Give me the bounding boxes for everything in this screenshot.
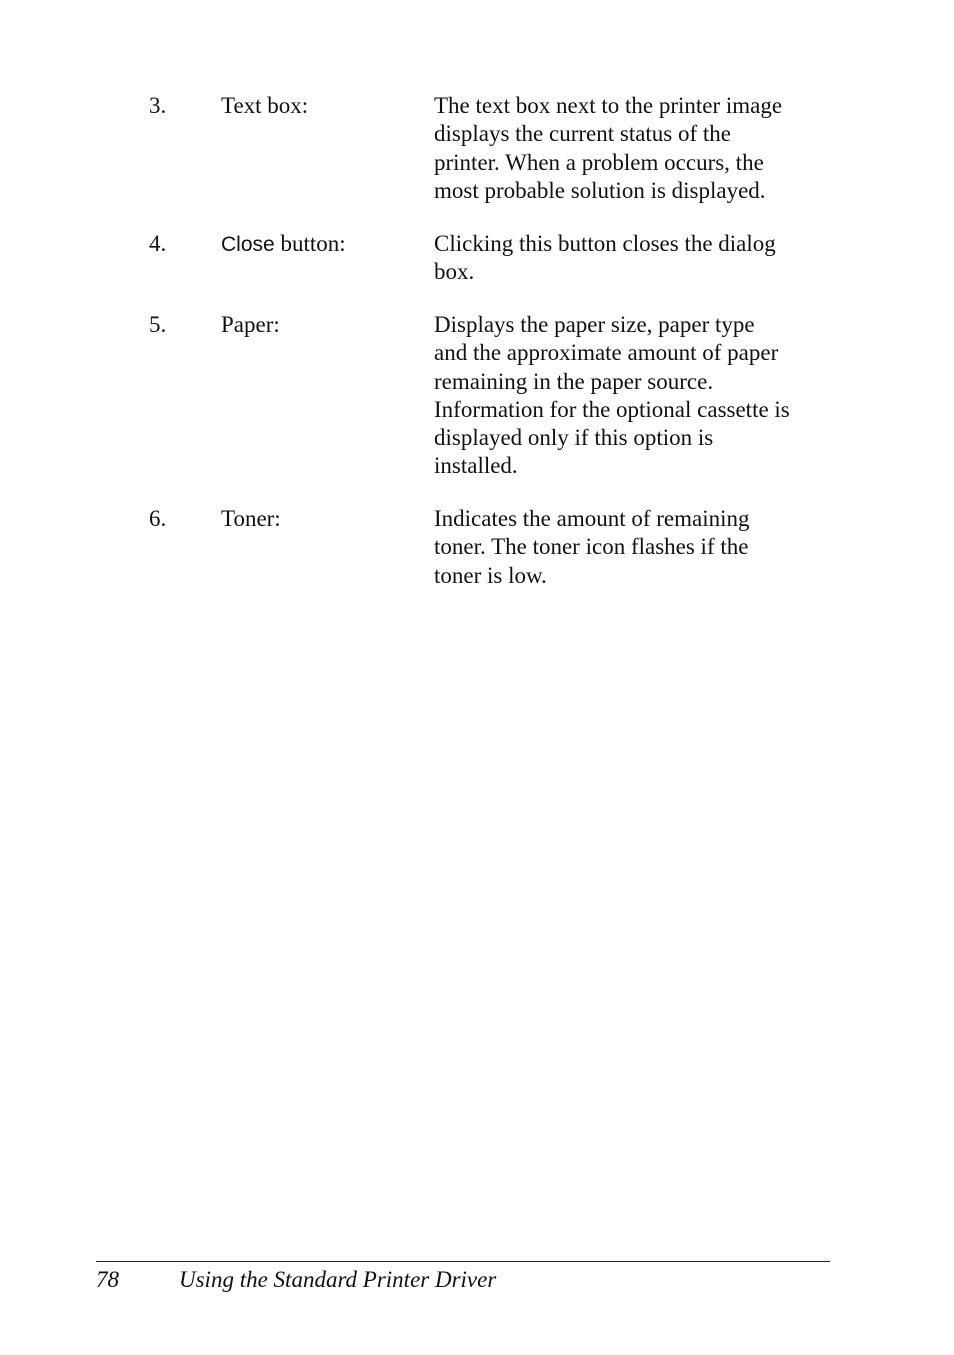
description-line: The text box next to the printer image: [434, 93, 783, 118]
item-term-ui-word: Close: [221, 233, 275, 256]
description-line: box.: [434, 259, 475, 285]
footer-chapter-title: Using the Standard Printer Driver: [179, 1267, 497, 1292]
item-number: 4.: [149, 231, 167, 256]
item-number: 6.: [149, 506, 167, 531]
description-line: installed.: [434, 453, 518, 479]
description-line: Displays the paper size, paper type: [434, 312, 755, 337]
description-line: most probable solution is displayed.: [434, 177, 766, 203]
footer-divider: [96, 1261, 830, 1262]
description-line: remaining in the paper source.: [434, 368, 714, 394]
item-description: [434, 92, 834, 205]
description-line: displays the current status of the: [434, 121, 732, 147]
page-number: 78: [96, 1267, 119, 1292]
description-line: displayed only if this option is: [434, 425, 714, 451]
item-term-rest: button:: [274, 231, 346, 256]
description-line: Clicking this button closes the dialog: [434, 231, 776, 256]
description-line: Indicates the amount of remaining: [434, 506, 750, 531]
description-line: toner. The toner icon flashes if the: [434, 534, 749, 560]
description-line: Information for the optional cassette is: [434, 396, 790, 422]
item-term: Text box:: [221, 93, 309, 118]
item-term: Toner:: [221, 506, 281, 531]
description-line: and the approximate amount of paper: [434, 340, 779, 366]
item-description: [434, 505, 834, 590]
item-number: 3.: [149, 93, 167, 118]
item-term: Paper:: [221, 312, 280, 337]
item-description: [434, 311, 834, 481]
description-line: printer. When a problem occurs, the: [434, 149, 764, 175]
item-description: [434, 230, 834, 287]
description-line: toner is low.: [434, 562, 547, 588]
item-number: 5.: [149, 312, 167, 337]
item-term: [221, 230, 346, 259]
